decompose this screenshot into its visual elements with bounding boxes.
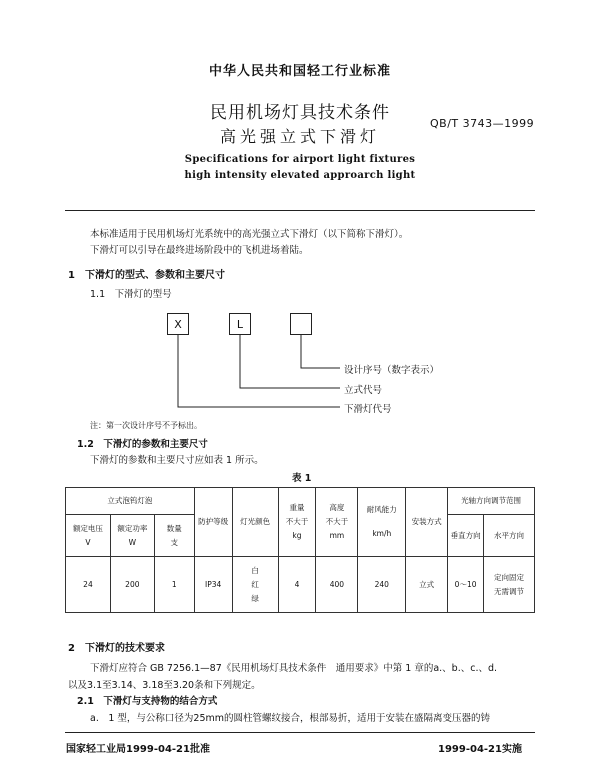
footer-effective: 1999-04-21实施 [438,744,522,755]
header-power-label: 额定功率 [117,523,148,533]
footer-approval: 国家轻工业局1999-04-21批准 [66,744,210,755]
model-box-x: X [167,313,189,335]
header-bulb-group: 立式泡钨灯泡 [66,488,195,515]
cell-color-green: 绿 [251,593,259,603]
header-weight-limit: 不大于 [285,517,309,526]
parameter-table [65,487,535,613]
section-2-1-item-a: a. 1 型，与公称口径为25mm的圆柱管螺纹接合，根部易折，适用于安装在盛隔离变压器的铸 [90,713,491,724]
cell-count: 1 [154,557,194,613]
cell-horizontal-line1: 定向固定 [494,572,525,582]
standard-code: QB/T 3743—1999 [430,117,535,130]
cell-horizontal-line2: 无需调节 [494,586,525,596]
cell-power: 200 [110,557,154,613]
header-count-label: 数量 [166,523,182,533]
header-power-unit: W [128,537,137,547]
table-row [66,557,535,613]
table-caption: 表 1 [292,473,312,484]
cell-color-red: 红 [251,579,259,589]
header-install: 安装方式 [406,488,448,557]
header-height [316,488,358,557]
header-axis-group: 光轴方向调节范围 [448,488,535,515]
header-horizontal: 水平方向 [484,515,535,557]
title-cn-line2: 高光强立式下滑灯 [219,127,380,146]
cell-install: 立式 [406,557,448,613]
header-weight-label: 重量 [289,503,305,512]
intro-paragraph-1: 本标准适用于民用机场灯光系统中的高光强立式下滑灯（以下简称下滑灯）。 [90,229,409,240]
section-2-1-heading: 2.1 下滑灯与支持物的结合方式 [77,696,218,707]
title-en-line2: high intensity elevated approarch light [184,170,416,181]
header-voltage [66,515,111,557]
header-voltage-unit: V [85,537,91,547]
header-weight-unit: kg [292,531,302,540]
label-light-code: 下滑灯代号 [344,404,392,415]
header-power [110,515,154,557]
header-protection: 防护等级 [194,488,232,557]
header-wind [358,488,406,557]
header-voltage-label: 额定电压 [72,523,103,533]
label-design-serial: 设计序号（数字表示） [344,365,440,376]
issuing-org: 中华人民共和国轻工行业标准 [208,64,391,79]
header-color: 灯光颜色 [232,488,278,557]
section-2-heading: 2 下滑灯的技术要求 [68,643,165,654]
connector-light [178,335,340,407]
cell-weight: 4 [278,557,316,613]
title-cn-line1: 民用机场灯具技术条件 [210,103,390,123]
header-count [154,515,194,557]
connector-serial [301,335,340,368]
section-1-1-heading: 1.1 下滑灯的型号 [90,289,172,300]
header-wind-unit: km/h [372,529,392,538]
section-1-2-text: 下滑灯的参数和主要尺寸应如表 1 所示。 [90,455,264,466]
footer-divider [65,732,535,733]
cell-voltage: 24 [66,557,111,613]
cell-wind: 240 [358,557,406,613]
header-height-label: 高度 [329,503,345,512]
cell-color [232,557,278,613]
header-height-unit: mm [329,531,345,540]
cell-horizontal [484,557,535,613]
header-vertical: 垂直方向 [448,515,484,557]
header-count-unit: 支 [170,537,178,547]
cell-vertical: 0～10 [448,557,484,613]
section-2-paragraph-1: 下滑灯应符合 GB 7256.1—87《民用机场灯具技术条件 通用要求》中第 1 章的a.、b.、c.、d. [90,663,498,674]
section-2-paragraph-2: 以及3.1至3.14、3.18至3.20条和下列规定。 [68,680,261,691]
model-box-l: L [229,313,251,335]
cell-height: 400 [316,557,358,613]
cell-color-white: 白 [251,565,259,575]
cell-protection: IP34 [194,557,232,613]
note-serial: 注：第一次设计序号不予标出。 [90,421,202,430]
header-height-limit: 不大于 [325,517,349,526]
header-weight [278,488,316,557]
section-1-2-heading: 1.2 下滑灯的参数和主要尺寸 [77,439,208,450]
title-en-line1: Specifications for airport light fixtures [184,154,416,165]
section-1-heading: 1 下滑灯的型式、参数和主要尺寸 [68,270,225,281]
intro-paragraph-2: 下滑灯可以引导在最终进场阶段中的飞机进场着陆。 [90,245,309,256]
label-elevated-code: 立式代号 [344,385,383,396]
header-wind-label: 耐风能力 [366,505,397,514]
connector-elevated [240,335,340,388]
